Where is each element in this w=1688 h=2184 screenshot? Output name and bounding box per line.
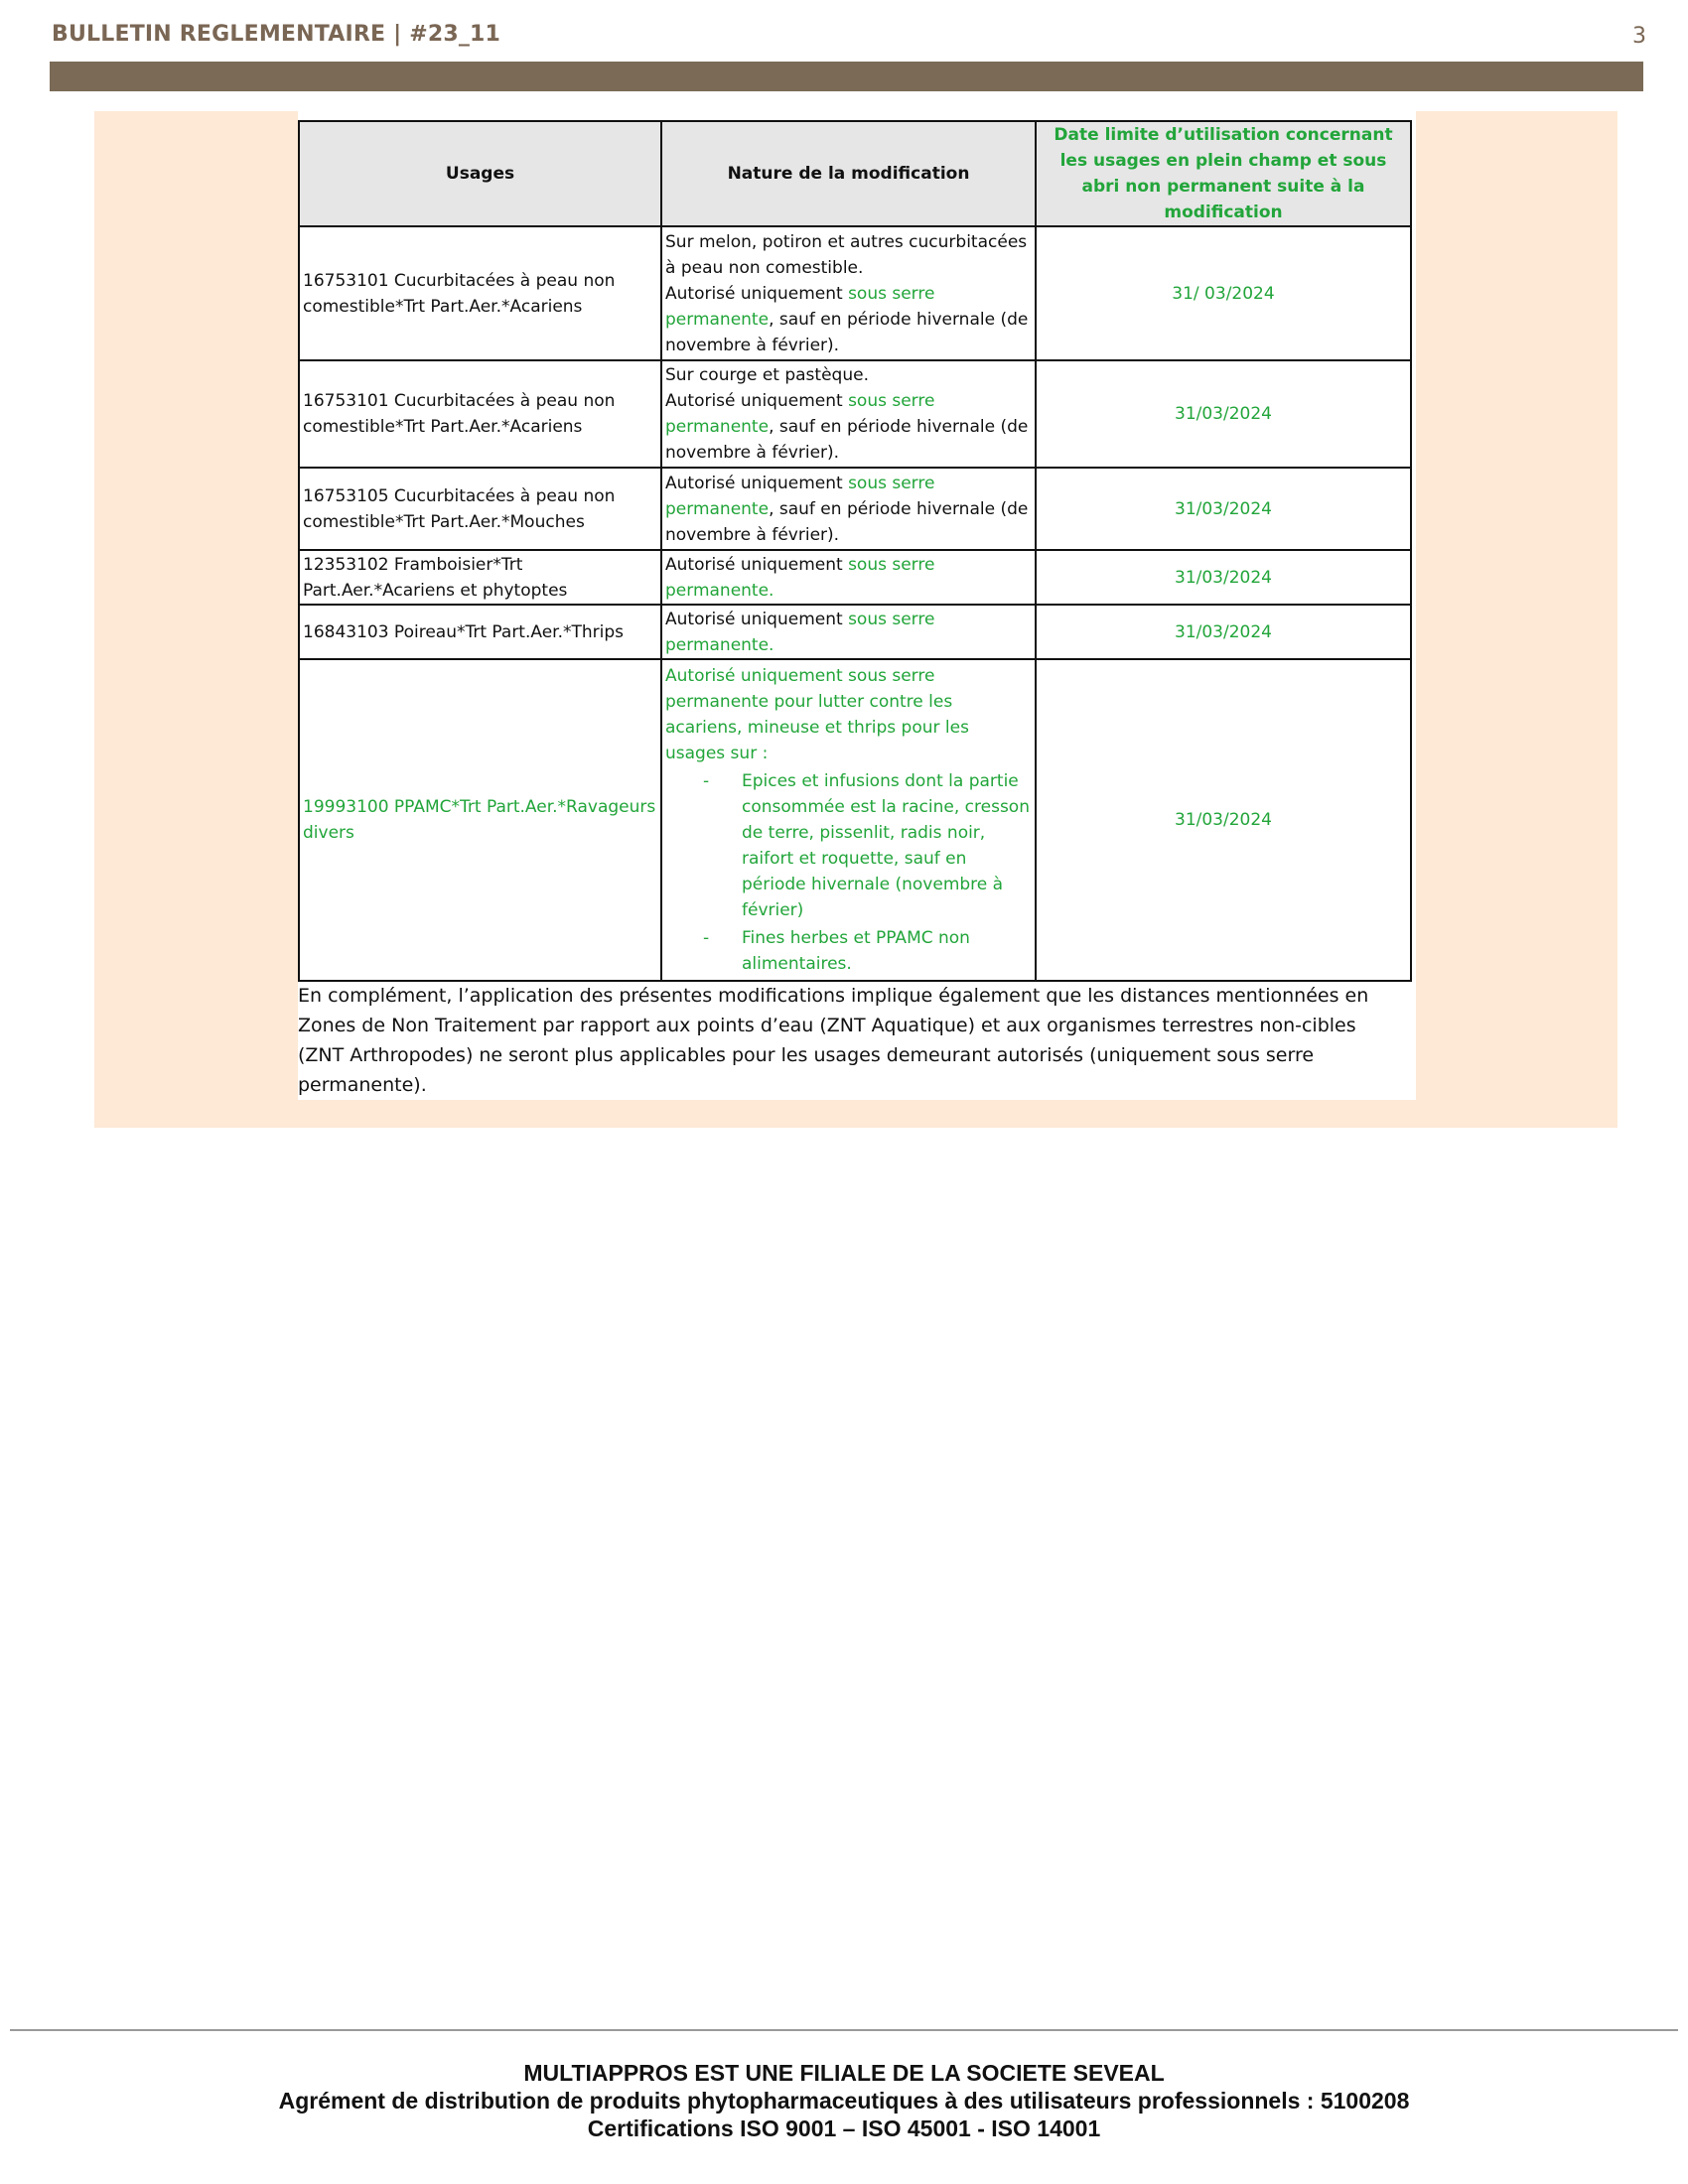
complement-note: En complément, l’application des présentes modifications implique également que les distances mentionnées en Zones de Non Traitement par rapport aux points d’eau (ZNT Aquatique) et aux organismes terrestres non-cibles (ZNT Arthropodes) ne seront plus applicables pour les usages demeurant autorisés (uniquement sous serre permanente). — [298, 985, 1369, 1096]
date-cell: 31/03/2024 — [1036, 605, 1411, 659]
bullet-dash: - — [703, 771, 710, 791]
header-date-limite: Date limite d’utilisation concernant les usages en plein champ et sous abri non permanent suite à la modification — [1036, 121, 1411, 226]
nature-green-text: sous serre permanente. — [665, 554, 935, 601]
header-usages: Usages — [299, 121, 661, 226]
modifications-table — [298, 120, 1412, 982]
nature-text: Autorisé uniquement — [665, 391, 849, 411]
nature-intro: Autorisé uniquement sous serre permanente pour lutter contre les acariens, mineuse et thrips pour les usages sur : — [665, 666, 969, 763]
nature-cell — [661, 468, 1036, 550]
footer-company: MULTIAPPROS EST UNE FILIALE DE LA SOCIETE SEVEAL — [523, 2060, 1165, 2086]
table-row — [299, 226, 1411, 360]
usage-cell: 16753101 Cucurbitacées à peau non comestible*Trt Part.Aer.*Acariens — [299, 360, 661, 468]
date-cell: 31/03/2024 — [1036, 659, 1411, 981]
bullet-dash: - — [703, 928, 710, 948]
nature-text: Autorisé uniquement — [665, 554, 849, 575]
footer-agrement: Agrément de distribution de produits phytopharmaceutiques à des utilisateurs professionnels : 5100208 — [278, 2088, 1410, 2114]
usage-cell: 16753101 Cucurbitacées à peau non comestible*Trt Part.Aer.*Acariens — [299, 226, 661, 360]
date-cell: 31/03/2024 — [1036, 468, 1411, 550]
nature-text: , sauf en période hivernale (de novembre à février). — [665, 498, 1029, 545]
usage-cell: 19993100 PPAMC*Trt Part.Aer.*Ravageurs divers — [299, 659, 661, 981]
table-row — [299, 468, 1411, 550]
page-number: 3 — [1632, 24, 1646, 49]
table-row — [299, 605, 1411, 659]
nature-cell — [661, 659, 1036, 981]
nature-cell — [661, 550, 1036, 605]
table-row — [299, 360, 1411, 468]
nature-text: Autorisé uniquement — [665, 473, 849, 493]
nature-intro: Sur melon, potiron et autres cucurbitacées à peau non comestible. — [665, 231, 1028, 278]
footer-certifications: Certifications ISO 9001 – ISO 45001 - ISO 14001 — [587, 2116, 1101, 2141]
usage-cell: 16843103 Poireau*Trt Part.Aer.*Thrips — [299, 605, 661, 659]
usage-cell: 12353102 Framboisier*Trt Part.Aer.*Acariens et phytoptes — [299, 550, 661, 605]
list-item — [665, 768, 1032, 923]
table-header-row — [299, 121, 1411, 226]
usage-bullet-list — [665, 768, 1032, 977]
nature-green-text: sous serre permanente — [665, 283, 935, 330]
nature-green-text: sous serre permanente — [665, 473, 935, 519]
footer — [0, 2059, 1688, 2142]
header-band — [50, 62, 1643, 91]
bulletin-title: BULLETIN REGLEMENTAIRE | #23_11 — [52, 22, 501, 47]
table-row — [299, 550, 1411, 605]
nature-green-text: sous serre permanente. — [665, 609, 935, 655]
nature-text: , sauf en période hivernale (de novembre à février). — [665, 309, 1029, 355]
nature-cell — [661, 360, 1036, 468]
nature-text: Autorisé uniquement — [665, 283, 849, 304]
nature-text: , sauf en période hivernale (de novembre à février). — [665, 417, 1029, 463]
nature-green-text: sous serre permanente — [665, 391, 935, 437]
list-item — [665, 925, 1032, 977]
header-nature: Nature de la modification — [661, 121, 1036, 226]
nature-text: Autorisé uniquement — [665, 609, 849, 629]
date-cell: 31/ 03/2024 — [1036, 226, 1411, 360]
bullet-text: Fines herbes et PPAMC non alimentaires. — [742, 928, 970, 974]
date-cell: 31/03/2024 — [1036, 360, 1411, 468]
nature-cell — [661, 605, 1036, 659]
table-row — [299, 659, 1411, 981]
footer-divider — [10, 2029, 1678, 2031]
nature-intro: Sur courge et pastèque. — [665, 365, 869, 385]
date-cell: 31/03/2024 — [1036, 550, 1411, 605]
bullet-text: Epices et infusions dont la partie consommée est la racine, cresson de terre, pissenlit, radis noir, raifort et roquette, sauf en période hivernale (novembre à février) — [742, 771, 1030, 920]
nature-cell — [661, 226, 1036, 360]
usage-cell: 16753105 Cucurbitacées à peau non comestible*Trt Part.Aer.*Mouches — [299, 468, 661, 550]
